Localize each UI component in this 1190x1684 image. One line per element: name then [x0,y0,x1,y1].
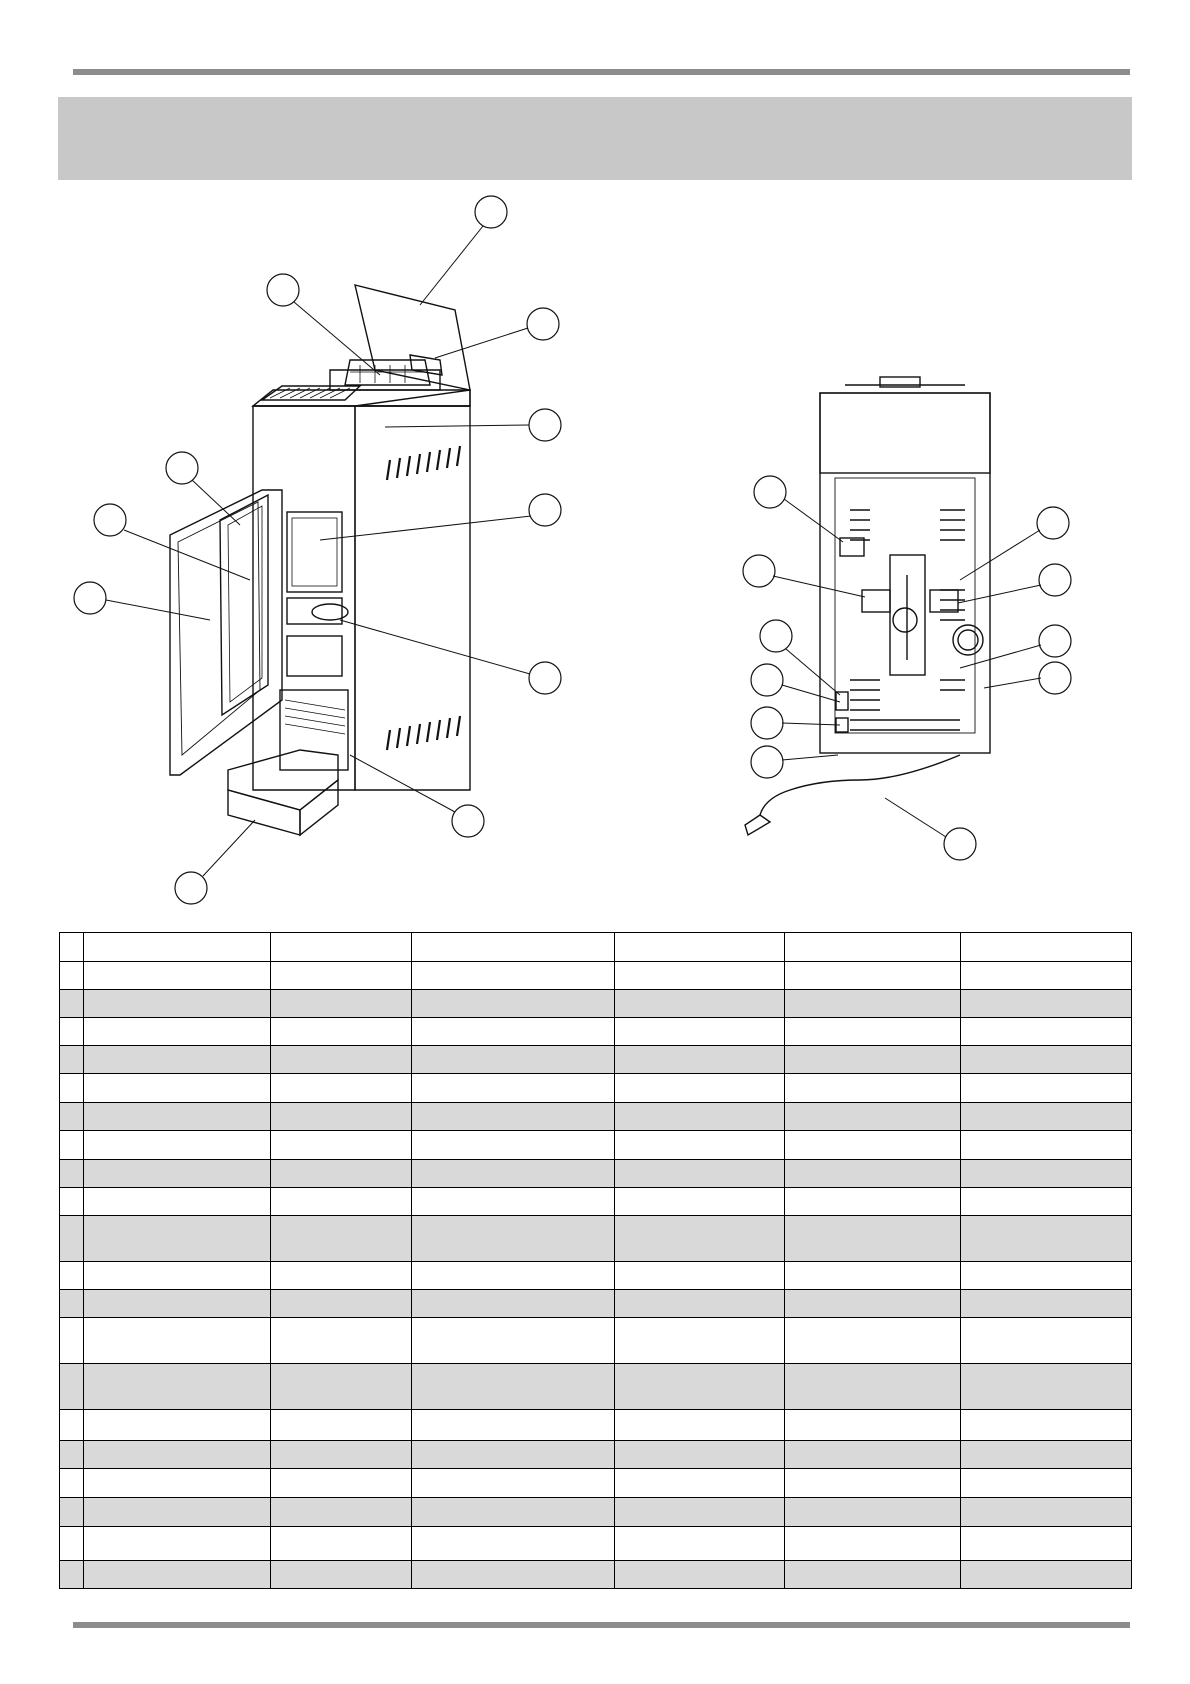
table-row [60,1469,1132,1498]
table-row [60,962,1132,990]
table-row [60,990,1132,1018]
table-row [60,1018,1132,1046]
table-row [60,1441,1132,1469]
header-rule [73,69,1130,75]
table-row [60,1290,1132,1318]
table-row [60,1498,1132,1527]
table-row [60,1216,1132,1262]
table-row [60,1364,1132,1410]
table-row [60,1410,1132,1441]
callout-leaders [106,226,1041,876]
table-row [60,1160,1132,1188]
table-row [60,1131,1132,1160]
table-row [60,1561,1132,1589]
table-row [60,1103,1132,1131]
table-row [60,1262,1132,1290]
title-banner [58,97,1132,180]
table-row [60,1318,1132,1364]
table-row [60,1527,1132,1561]
callout-circles [74,196,1071,904]
footer-rule [73,1622,1130,1628]
parts-table [59,932,1132,1589]
stove-diagram [0,180,1190,920]
table-row [60,1188,1132,1216]
table-row [60,1074,1132,1103]
front-view-drawing [170,285,470,835]
table-row [60,933,1132,962]
table-row [60,1046,1132,1074]
